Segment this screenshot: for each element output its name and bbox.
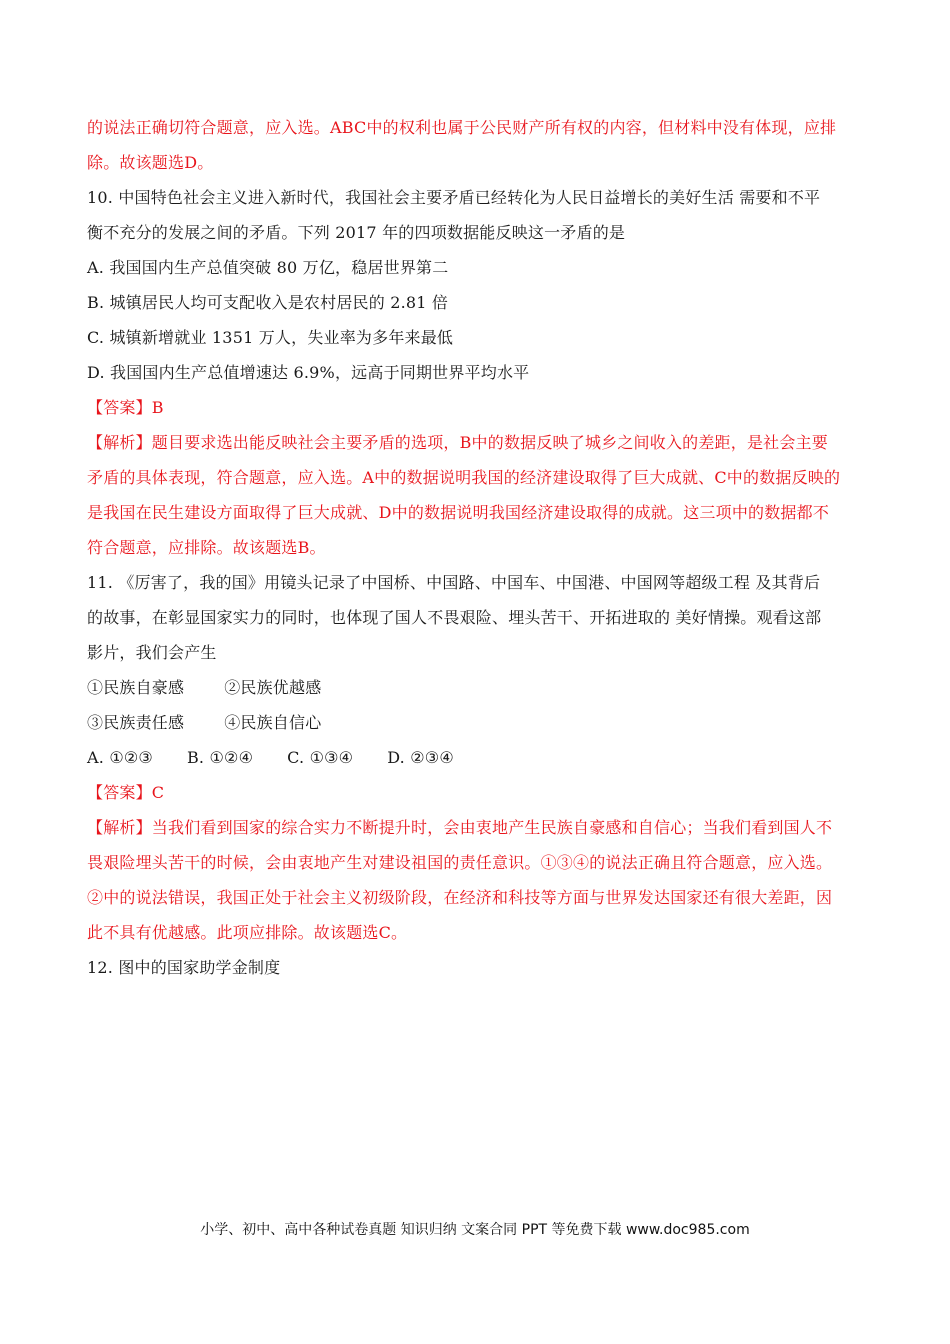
question-10-stem: 10. 中国特色社会主义进入新时代，我国社会主要矛盾已经转化为人民日益增长的美好生活 需要和不平 xyxy=(87,188,821,207)
statement-row xyxy=(87,676,890,700)
explanation-line: 是我国在民生建设方面取得了巨大成就、D中的数据说明我国经济建设取得的成就。这三项中的数据都不 xyxy=(87,503,830,522)
explanation-line: 除。故该题选D。 xyxy=(87,153,214,172)
answer-label: 【答案】C xyxy=(87,783,165,802)
statement-3: ③民族责任感 xyxy=(87,713,185,732)
option-b: B. ①②④ xyxy=(186,748,254,767)
question-12-stem: 12. 图中的国家助学金制度 xyxy=(87,958,281,977)
option-b: B. 城镇居民人均可支配收入是农村居民的 2.81 倍 xyxy=(87,293,449,312)
option-a: A. 我国国内生产总值突破 80 万亿，稳居世界第二 xyxy=(87,258,449,277)
question-11-stem: 的故事，在彰显国家实力的同时，也体现了国人不畏艰险、埋头苦干、开拓进取的 美好情操。观看这部 xyxy=(87,608,822,627)
option-c: C. ①③④ xyxy=(287,748,354,767)
options-row xyxy=(87,746,890,770)
option-a: A. ①②③ xyxy=(87,748,153,767)
explanation-line: 【解析】题目要求选出能反映社会主要矛盾的选项，B中的数据反映了城乡之间收入的差距，是社会主要 xyxy=(87,433,828,452)
explanation-line: 的说法正确切符合题意，应入选。ABC中的权利也属于公民财产所有权的内容，但材料中没有体现，应排 xyxy=(87,118,837,137)
question-10-stem: 衡不充分的发展之间的矛盾。下列 2017 年的四项数据能反映这一矛盾的是 xyxy=(87,223,626,242)
question-11-stem: 影片，我们会产生 xyxy=(87,643,217,662)
option-d: D. ②③④ xyxy=(387,748,454,767)
page-footer: 小学、初中、高中各种试卷真题 知识归纳 文案合同 PPT 等免费下载 www.doc985.com xyxy=(200,1222,750,1238)
statement-1: ①民族自豪感 xyxy=(87,678,185,697)
answer-label: 【答案】B xyxy=(87,398,164,417)
explanation-line: 矛盾的具体表现，符合题意，应入选。A中的数据说明我国的经济建设取得了巨大成就、C中的数据反映的 xyxy=(87,468,841,487)
explanation-line: ②中的说法错误，我国正处于社会主义初级阶段，在经济和科技等方面与世界发达国家还有很大差距，因 xyxy=(87,888,833,907)
explanation-line: 符合题意，应排除。故该题选B。 xyxy=(87,538,326,557)
explanation-line: 畏艰险埋头苦干的时候，会由衷地产生对建设祖国的责任意识。①③④的说法正确且符合题意，应入选。 xyxy=(87,853,833,872)
statement-4: ④民族自信心 xyxy=(224,713,322,732)
statement-2: ②民族优越感 xyxy=(224,678,322,697)
option-d: D. 我国国内生产总值增速达 6.9%，远高于同期世界平均水平 xyxy=(87,363,530,382)
option-c: C. 城镇新增就业 1351 万人，失业率为多年来最低 xyxy=(87,328,454,347)
explanation-line: 【解析】当我们看到国家的综合实力不断提升时，会由衷地产生民族自豪感和自信心；当我们看到国人不 xyxy=(87,818,833,837)
question-11-stem: 11. 《厉害了，我的国》用镜头记录了中国桥、中国路、中国车、中国港、中国网等超级工程 及其背后 xyxy=(87,573,821,592)
explanation-line: 此不具有优越感。此项应排除。故该题选C。 xyxy=(87,923,408,942)
statement-row xyxy=(87,711,890,735)
